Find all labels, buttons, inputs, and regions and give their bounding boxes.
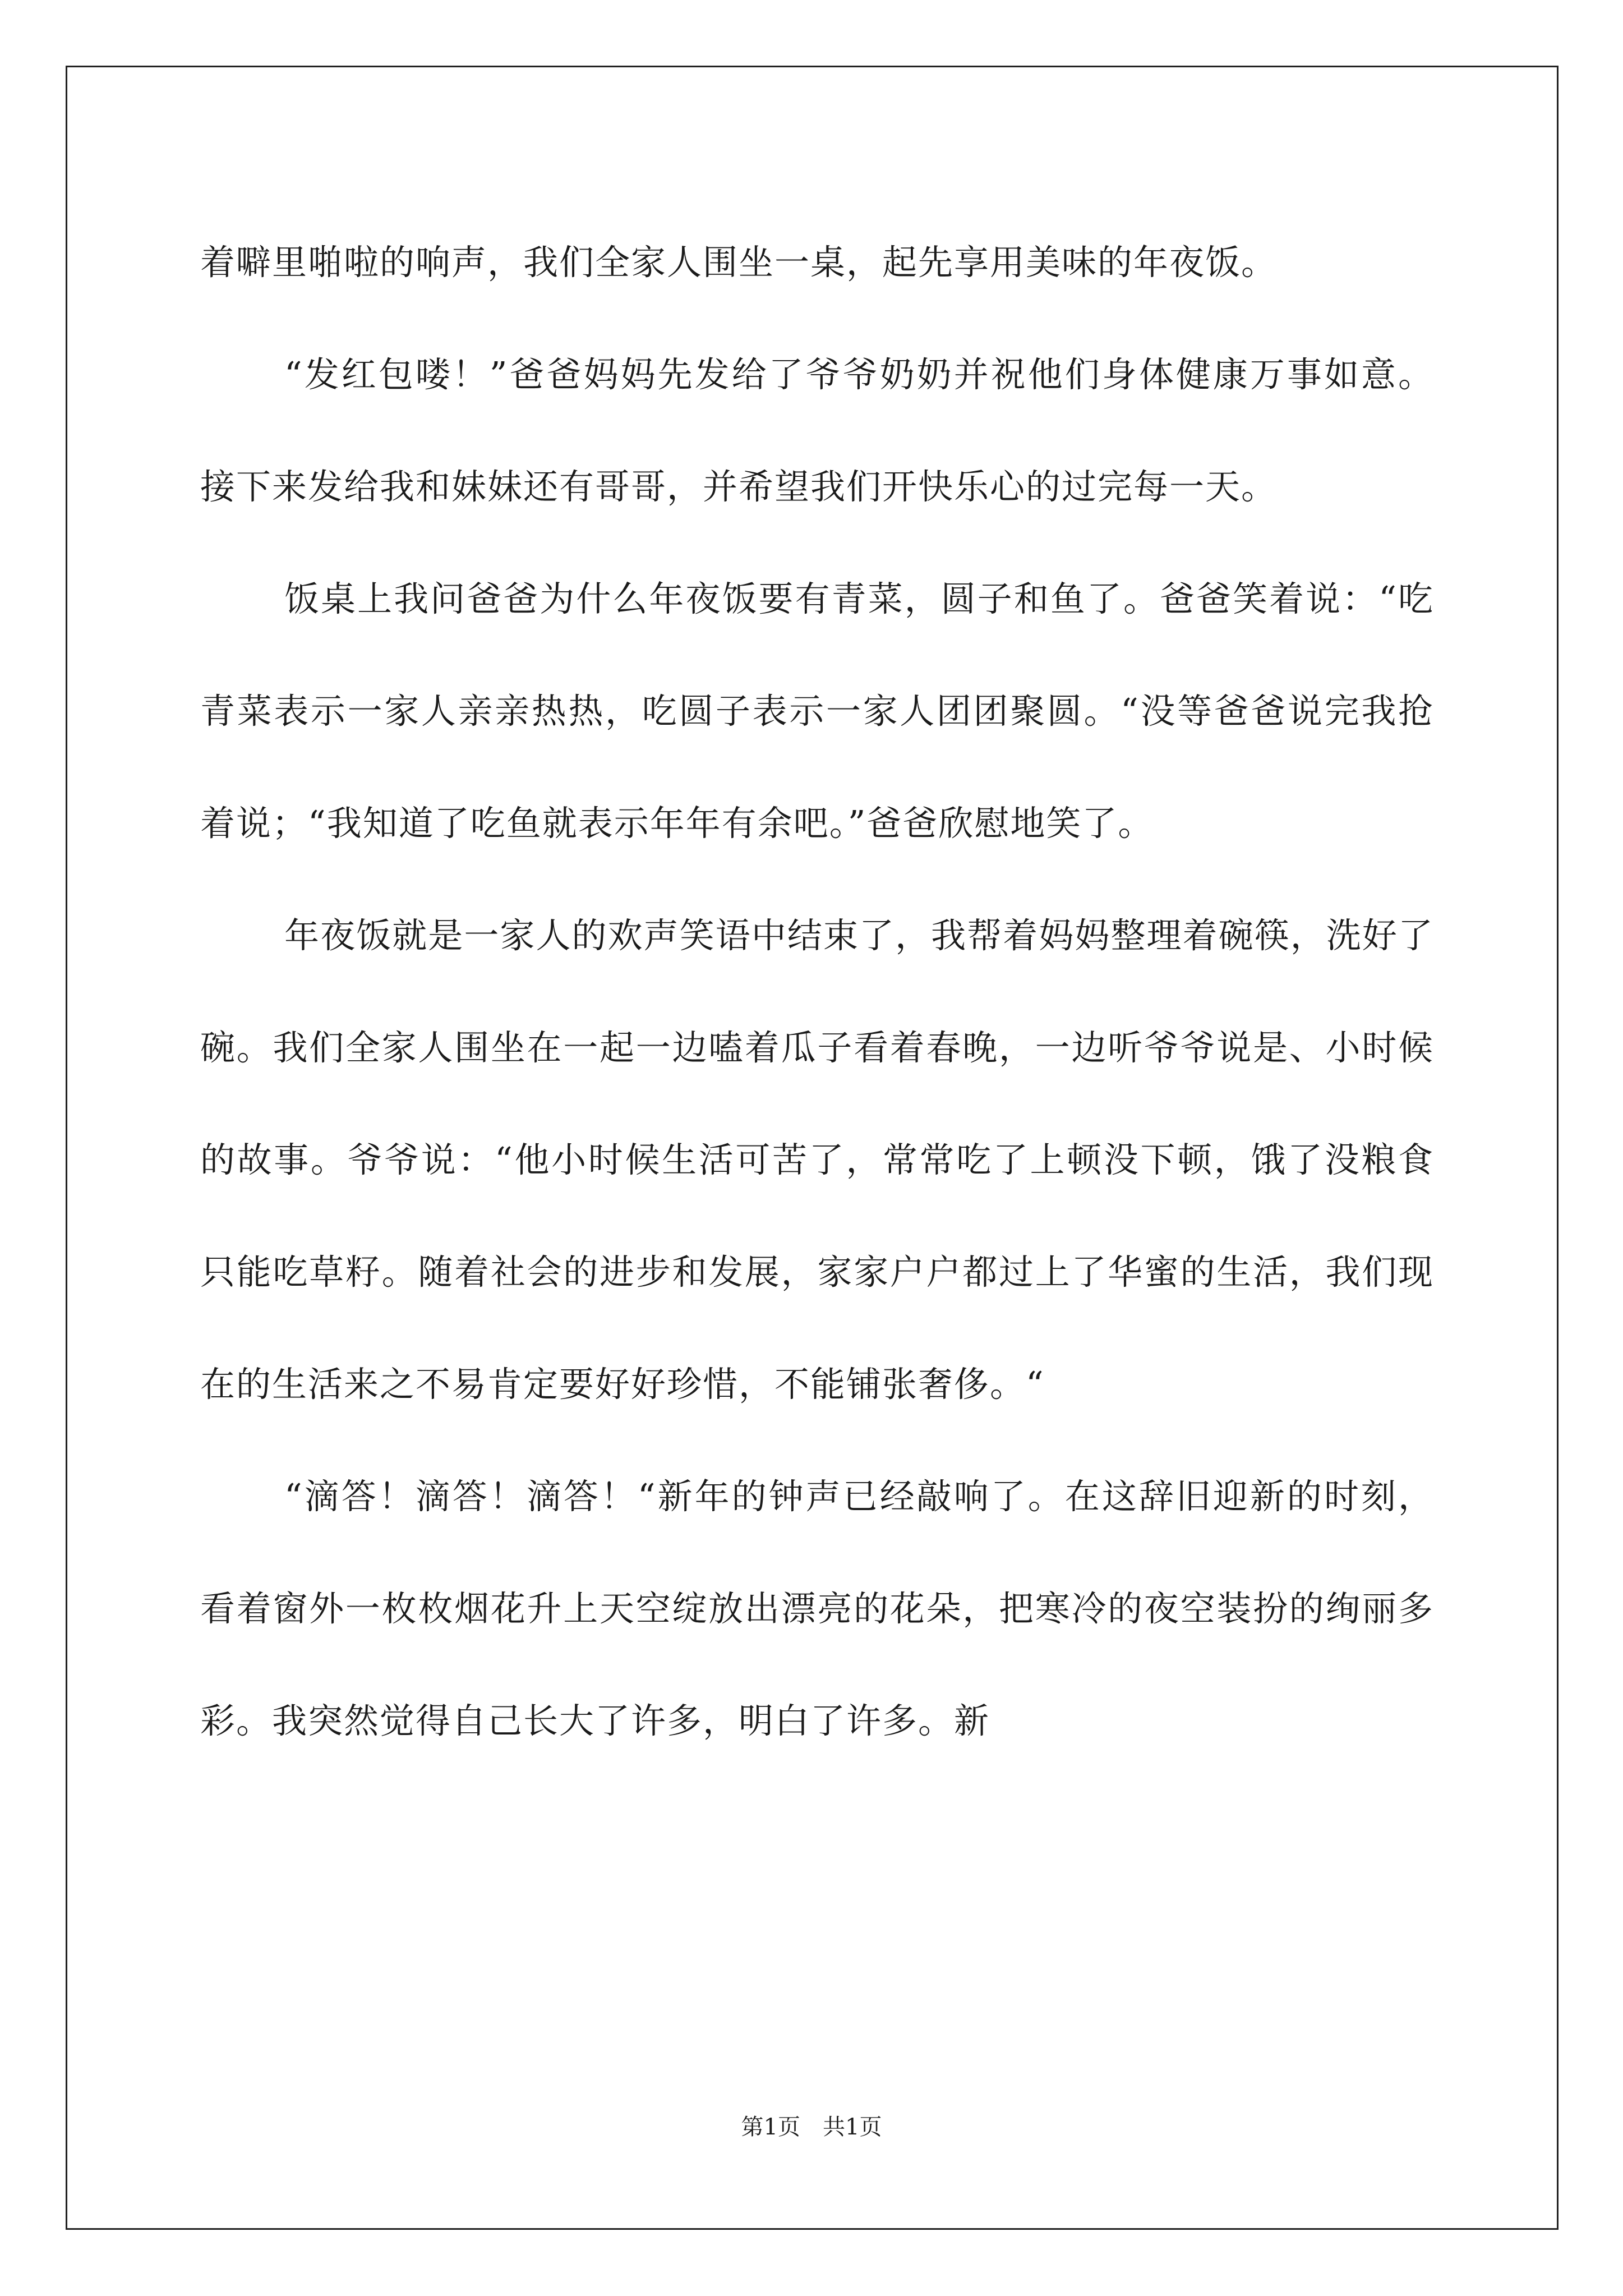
paragraph-4: 年夜饭就是一家人的欢声笑语中结束了，我帮着妈妈整理着碗筷，洗好了碗。我们全家人围坐在一起一边嗑着瓜子看着春晚，一边听爷爷说是、小时候的故事。爷爷说：“他小时候生活可苦了，常常吃了上顿没下顿，饿了没粮食只能吃草籽。随着社会的进步和发展，家家户户都过上了华蜜的生活，我们现在的生活来之不易肯定要好好珍惜，不能铺张奢侈。“ — [200, 915, 1434, 1405]
document-body — [200, 206, 1434, 1777]
page-number-footer: 第1页 共1页 — [741, 2114, 882, 2140]
paragraph-1: 着噼里啪啦的响声，我们全家人围坐一桌，起先享用美味的年夜饭。 — [200, 242, 1278, 283]
paragraph-3: 饭桌上我问爸爸为什么年夜饭要有青菜，圆子和鱼了。爸爸笑着说：“吃青菜表示一家人亲亲热热，吃圆子表示一家人团团聚圆。“没等爸爸说完我抢着说；“我知道了吃鱼就表示年年有余吧。”爸爸欣慰地笑了。 — [200, 578, 1434, 844]
paragraph-5: “滴答！滴答！滴答！“新年的钟声已经敲响了。在这辞旧迎新的时刻，看着窗外一枚枚烟花升上天空绽放出漂亮的花朵，把寒冷的夜空装扮的绚丽多彩。我突然觉得自己长大了许多，明白了许多。新 — [200, 1476, 1434, 1741]
paragraph-2: “发红包喽！”爸爸妈妈先发给了爷爷奶奶并祝他们身体健康万事如意。接下来发给我和妹妹还有哥哥，并希望我们开快乐心的过完每一天。 — [200, 354, 1434, 507]
